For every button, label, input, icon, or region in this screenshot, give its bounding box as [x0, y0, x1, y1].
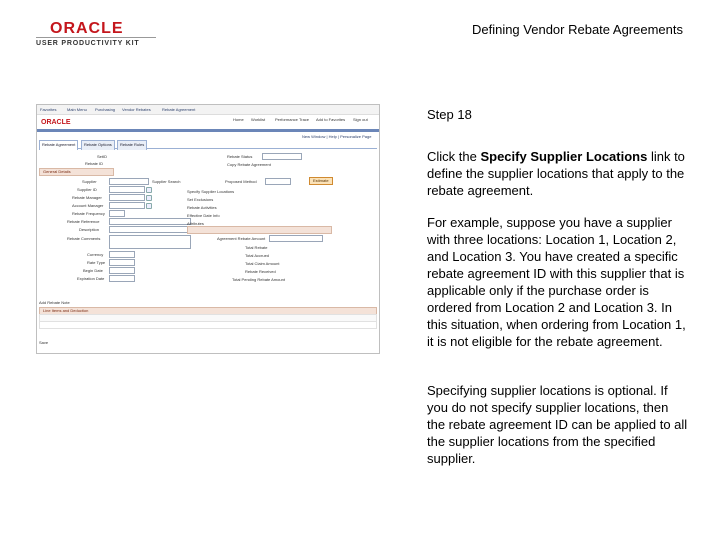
screenshot-section-header: General Details: [39, 168, 114, 176]
screenshot-row: Expiration Date: [77, 276, 105, 281]
screenshot-field: [109, 218, 191, 225]
screenshot-lookup-icon: [146, 187, 152, 193]
instruction-text: link to define the supplier locations that apply to the rebate agreement.: [427, 149, 685, 198]
screenshot-row: Supplier: [82, 179, 97, 184]
screenshot-row: SetID: [97, 154, 108, 159]
document-title: Defining Vendor Rebate Agreements: [471, 22, 683, 37]
screenshot-field: [109, 178, 149, 185]
screenshot-row: Rate Type: [87, 260, 106, 265]
instruction-paragraph-1: [427, 148, 689, 199]
screenshot-row: Copy Rebate Agreement: [227, 162, 271, 167]
screenshot-oracle-logo: ORACLE: [41, 119, 71, 126]
link-name: Specify Supplier Locations: [480, 149, 648, 164]
screenshot-field: [265, 178, 291, 185]
screenshot-row: Rebate Frequency: [72, 211, 105, 216]
screenshot-tab-bar: [39, 140, 377, 149]
screenshot-grid-header: Line Items and Deduction: [39, 307, 377, 315]
screenshot-row: Rebate Manager: [72, 195, 102, 200]
screenshot-row: Total Claim Amount: [245, 261, 280, 266]
screenshot-lookup-icon: [146, 195, 152, 201]
screenshot-row: Rebate Comments: [67, 236, 101, 241]
step-number: Step 18: [427, 107, 472, 122]
logo-subtitle: USER PRODUCTIVITY KIT: [36, 40, 140, 47]
screenshot-row: Rebate Status: [227, 154, 253, 159]
screenshot-row: Begin Date: [83, 268, 103, 273]
screenshot-row: Proposed Method: [225, 179, 257, 184]
screenshot-field: [109, 194, 145, 201]
screenshot-tab-rebate-rules: Rebate Rules: [117, 140, 147, 150]
screenshot-grid-row: [39, 321, 377, 329]
screenshot-top-nav: Favorites Main Menu Purchasing Vendor Rebates Rebate Agreement: [37, 105, 379, 115]
instruction-text: Click the: [427, 149, 481, 164]
screenshot-field: [262, 153, 302, 160]
screenshot-row: Agreement Rebate Amount: [217, 236, 266, 241]
application-screenshot: Favorites Main Menu Purchasing Vendor Rebates Rebate Agreement ORACLE Home Worklist Performance Trace Add to Favorites Sign out New Window | Help | Personalize Page Rebate Agreement Rebate Options Rebate Rules SetID Rebate ID Rebate Status Copy Rebate Agreement General Details Supplier Supplier Search Supplier ID Rebate Manager Account Manager Rebate Frequency Rebate Reference Description Rebate Comments Currency Rate Type Begin Date Expiration Date Proposed Method Estimate Specify Supplier Locations Set Exclusions Rebate Activities Effective Date Info Attributes Agreement Rebate Amount Total Rebate Total Accrued Total Claim Amount Rebate Received Total Pending Rebate Amount Add Rebate Note Line Items and Deduction Save: [36, 104, 380, 354]
screenshot-header-band: [37, 129, 379, 132]
instruction-paragraph-2: For example, suppose you have a supplier with three locations: Location 1, Location 2, and Location 3. You have created a specific rebate agreement ID with this supplier that is applicable only if the purchase order is ordered from Location 2 and Location 3. In this situation, when ordering from Location 1, it is not eligible for the rebate agreement.: [427, 215, 686, 349]
screenshot-field: [109, 267, 135, 274]
screenshot-row: Rebate ID: [85, 161, 104, 166]
screenshot-row: Total Accrued: [245, 253, 270, 258]
screenshot-row: Rebate Activities: [187, 205, 217, 210]
screenshot-estimate-button: Estimate: [309, 177, 333, 185]
screenshot-field: [109, 235, 191, 249]
screenshot-field: [109, 210, 125, 217]
screenshot-field: [109, 259, 135, 266]
screenshot-row: Add Rebate Note: [39, 300, 70, 305]
screenshot-field: [109, 186, 145, 193]
screenshot-row: Save: [39, 340, 49, 345]
screenshot-field: [109, 275, 135, 282]
screenshot-window-links: New Window | Help | Personalize Page: [302, 134, 372, 139]
screenshot-row: Total Rebate: [245, 245, 268, 250]
screenshot-field: [109, 202, 145, 209]
screenshot-field: [269, 235, 323, 242]
screenshot-summary-header: [187, 226, 332, 234]
instruction-paragraph-3: Specifying supplier locations is optional. If you do not specify supplier locations, then the rebate agreement ID can be applied to all the supplier locations from the specified supplier.: [427, 383, 688, 466]
screenshot-row: Supplier Search: [152, 179, 181, 184]
screenshot-row: Currency: [87, 252, 104, 257]
logo-divider: [36, 37, 156, 38]
oracle-logo-word: ORACLE: [50, 20, 124, 37]
screenshot-row: Set Exclusions: [187, 197, 214, 202]
screenshot-row: Rebate Received: [245, 269, 276, 274]
screenshot-row: Rebate Reference: [67, 219, 100, 224]
screenshot-row: Effective Date Info: [187, 213, 220, 218]
screenshot-row: Supplier ID: [77, 187, 97, 192]
screenshot-row: Attributes: [187, 221, 204, 226]
screenshot-field: [109, 226, 191, 233]
screenshot-field: [109, 251, 135, 258]
screenshot-row: Total Pending Rebate Amount: [232, 277, 285, 282]
screenshot-row: Account Manager: [72, 203, 104, 208]
screenshot-row: Specify Supplier Locations: [187, 189, 235, 194]
screenshot-tab-rebate-options: Rebate Options: [81, 140, 115, 150]
screenshot-row: Description: [79, 227, 100, 232]
screenshot-tab-rebate-agreement: Rebate Agreement: [39, 140, 78, 150]
screenshot-lookup-icon: [146, 203, 152, 209]
